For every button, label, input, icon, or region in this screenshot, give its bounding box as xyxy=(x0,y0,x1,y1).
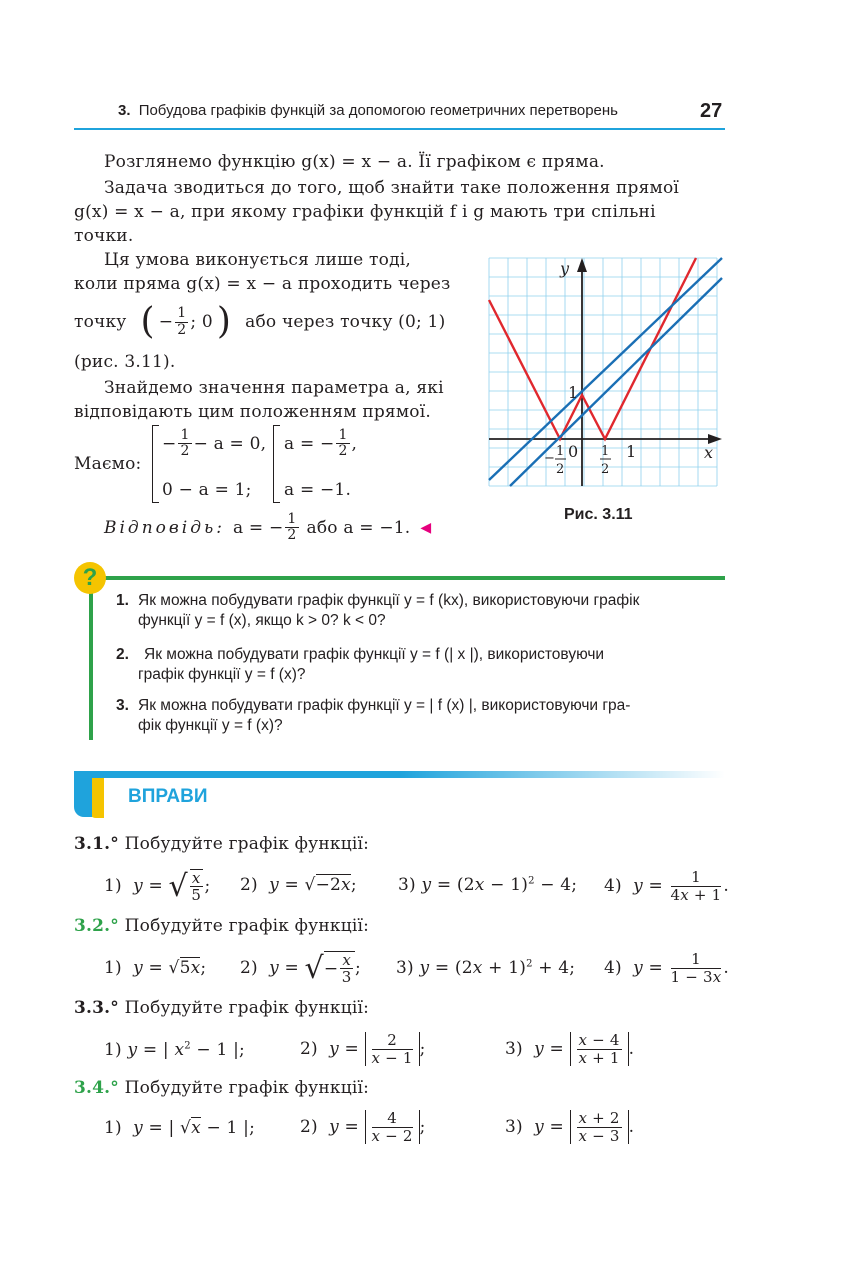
running-header xyxy=(118,102,726,126)
question-3-num: 3. xyxy=(116,697,129,714)
paragraph-3-line-4: (рис. 3.11). xyxy=(74,352,176,372)
exercise-3-1-part-4: 4) y = $\frac{1}{4x + 1}$ . xyxy=(604,868,730,904)
exercise-3-2-number: 3.2.° xyxy=(74,916,119,936)
exercise-3-1-heading xyxy=(74,834,369,854)
paragraph-2-line-3: точки. xyxy=(74,226,134,246)
paragraph-2-line-1: Задача зводиться до того, щоб знайти таке положення прямої xyxy=(104,178,680,198)
answer-text-1: a = − xyxy=(232,517,284,538)
paragraph-4-line-1: Знайдемо значення параметра a, які xyxy=(104,378,444,398)
tick-label-neg-half-num: 1 xyxy=(556,444,565,459)
chapter-title: Побудова графіків функцій за допомогою геометричних перетворень xyxy=(138,102,618,119)
end-marker-icon: ◀ xyxy=(420,519,432,536)
paragraph-2-line-2: g(x) = x − a, при якому графіки функцій f і g мають три спільні xyxy=(74,202,656,222)
point-label-post: або через точку (0; 1) xyxy=(245,312,446,332)
system-right-bracket xyxy=(273,425,280,503)
system-right-eq-1: a = − $\frac{1}{2}$ , xyxy=(284,427,358,460)
exercise-3-2-text: Побудуйте графік функції: xyxy=(124,916,370,936)
question-3 xyxy=(116,697,726,735)
paragraph-3-line-2: коли пряма g(x) = x − a проходить через xyxy=(74,274,451,294)
system-left-bracket xyxy=(152,425,159,503)
chapter-number: 3. xyxy=(118,102,131,119)
exercise-3-4-part-3: 3) y = $\frac{x + 2}{x - 3}$ . xyxy=(505,1109,635,1145)
exercise-3-3-part-2: 2) y = $\frac{2}{x - 1}$ ; xyxy=(300,1031,426,1067)
answer-line: Відповідь: a = − $\frac{1}{2}$ або a = −1. ◀ xyxy=(104,511,432,544)
system-right-eq-2: a = −1. xyxy=(284,480,352,500)
paragraph-4-line-2: відповідають цим положенням прямої. xyxy=(74,402,431,422)
exercise-3-3-heading xyxy=(74,998,369,1018)
question-1-num: 1. xyxy=(116,592,129,609)
paragraph-3-line-3 xyxy=(74,302,445,342)
point-label-pre: точку xyxy=(74,312,127,332)
question-2-line-2: графік функції y = f (x)? xyxy=(138,666,306,683)
exercise-3-1-text: Побудуйте графік функції: xyxy=(124,834,370,854)
figure-caption: Рис. 3.11 xyxy=(564,506,633,523)
red-graph-line xyxy=(489,258,696,439)
exercise-3-1-part-1: 1) y = √ $\frac{x}{5}$ ; xyxy=(104,868,211,904)
exercise-3-1-part-2: 2) y = √−2x; xyxy=(240,875,357,895)
exercise-3-4-text: Побудуйте графік функції: xyxy=(124,1078,370,1098)
exercise-3-1-number: 3.1.° xyxy=(74,834,119,854)
question-2-line-1: Як можна побудувати графік функції y = f (| x |), використовуючи xyxy=(144,646,605,663)
exercise-3-2-part-2: 2) y = √ − $\frac{x}{3}$ ; xyxy=(240,950,361,986)
exercise-3-3-number: 3.3.° xyxy=(74,998,119,1018)
tick-label-neg-half-den: 2 xyxy=(556,462,565,477)
exercises-tab-blue xyxy=(74,771,92,817)
tick-label-half-num: 1 xyxy=(601,444,610,459)
question-2-num: 2. xyxy=(116,646,129,663)
exercise-3-4-heading xyxy=(74,1078,369,1098)
exercise-3-3-text: Побудуйте графік функції: xyxy=(124,998,370,1018)
questions-side-rule xyxy=(89,590,93,740)
paragraph-1 xyxy=(104,152,605,172)
paragraph-3-line-1: Ця умова виконується лише тоді, xyxy=(104,250,411,270)
x-axis-label: x xyxy=(704,443,714,462)
question-1-line-2: функції y = f (x), якщо k > 0? k < 0? xyxy=(138,612,386,629)
point-paren-close: ) xyxy=(216,301,232,342)
exercise-3-1-part-3: 3) $y = (2x - 1)^2 - 4$; xyxy=(398,875,578,895)
question-3-line-2: фік функції y = f (x)? xyxy=(138,717,283,734)
system-right-eq-1-text: a = − xyxy=(284,433,335,454)
system-left-eq-1: − $\frac{1}{2}$ − a = 0, xyxy=(162,427,267,460)
point-value: − $\frac{1}{2}$ ; 0 xyxy=(158,305,213,338)
y-axis-arrow xyxy=(577,258,587,272)
system-left-eq-1-text: − a = 0, xyxy=(193,433,267,454)
question-1 xyxy=(116,592,726,630)
blue-line-lower xyxy=(510,278,722,486)
question-3-line-1: Як можна побудувати графік функції y = | f (x) |, використовуючи гра- xyxy=(138,697,631,714)
exercises-title: ВПРАВИ xyxy=(128,786,208,807)
tick-label-origin: 0 xyxy=(568,442,579,461)
exercise-3-2-heading xyxy=(74,916,369,936)
answer-text-2: або a = −1. xyxy=(306,517,411,538)
exercise-3-4-part-2: 2) y = $\frac{4}{x - 2}$ ; xyxy=(300,1109,426,1145)
question-mark-icon: ? xyxy=(74,562,106,594)
question-1-line-1: Як можна побудувати графік функції y = f (kx), використовуючи графік xyxy=(138,592,640,609)
exercises-banner xyxy=(74,771,725,778)
questions-top-rule xyxy=(100,576,725,580)
question-2 xyxy=(116,646,726,684)
exercise-3-4-number: 3.4.° xyxy=(74,1078,119,1098)
exercise-3-3-part-3: 3) y = $\frac{x - 4}{x + 1}$ . xyxy=(505,1031,635,1067)
figure-3-11 xyxy=(486,256,724,488)
y-axis-label: y xyxy=(560,259,570,278)
tick-minus: − xyxy=(544,451,555,466)
tick-label-y-1: 1 xyxy=(568,383,579,402)
maemo-label: Маємо: xyxy=(74,454,142,474)
exercise-3-3-part-1: 1) y = | $x^2 - 1$ |; xyxy=(104,1040,245,1060)
point-paren-open: ( xyxy=(140,301,155,342)
system-left-eq-2: 0 − a = 1; xyxy=(162,480,252,500)
tick-label-x-1: 1 xyxy=(626,442,637,461)
paragraph-1-text: Розглянемо функцію g(x) = x − a. Її графіком є пряма. xyxy=(104,152,605,172)
tick-label-half-den: 2 xyxy=(601,462,610,477)
answer-label: Відповідь: xyxy=(104,517,225,538)
exercise-3-2-part-4: 4) y = $\frac{1}{1 - 3x}$ . xyxy=(604,950,730,986)
exercise-3-2-part-1: 1) y = √5x; xyxy=(104,958,207,978)
header-rule xyxy=(74,128,725,130)
page-number: 27 xyxy=(700,100,723,122)
exercise-3-2-part-3: 3) $y = (2x + 1)^2 + 4$; xyxy=(396,958,576,978)
exercise-3-4-part-1: 1) y = | √x − 1 |; xyxy=(104,1118,256,1138)
